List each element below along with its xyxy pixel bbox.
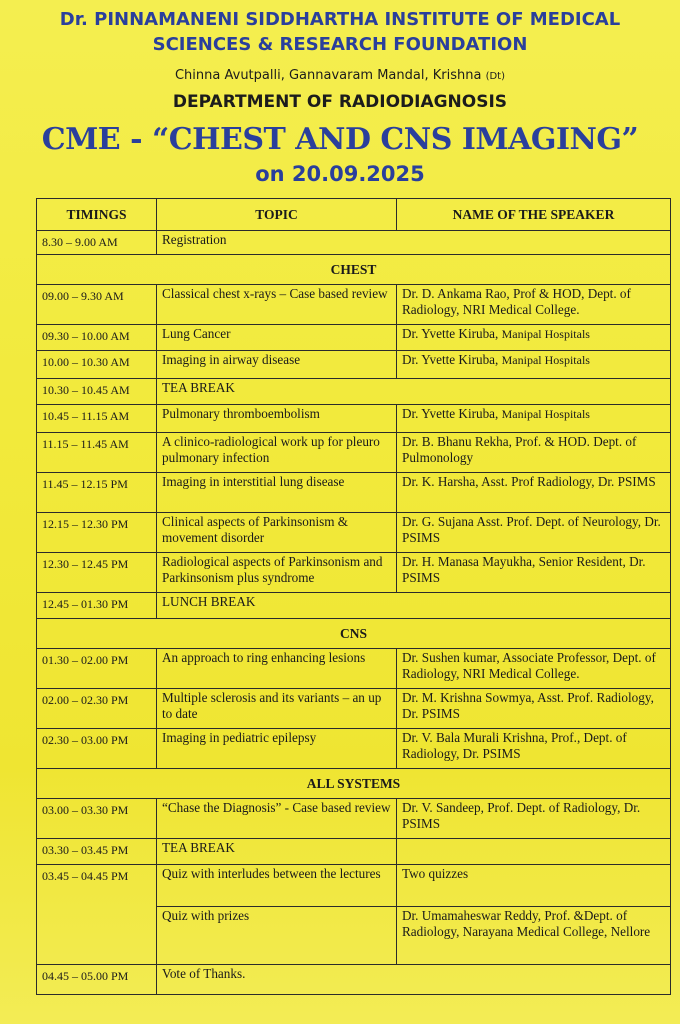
table-row: 12.15 – 12.30 PM Clinical aspects of Parkinsonism & movement disorder Dr. G. Sujana Asst. Prof. Dept. of Neurology, Dr. PSIMS [37, 513, 671, 553]
table-row: 10.00 – 10.30 AM Imaging in airway disease Dr. Yvette Kiruba, Manipal Hospitals [37, 351, 671, 379]
header-timings: TIMINGS [37, 199, 157, 231]
institute-name-line1: Dr. PINNAMANENI SIDDHARTHA INSTITUTE OF MEDICAL [59, 9, 621, 30]
table-row: 02.30 – 03.00 PM Imaging in pediatric epilepsy Dr. V. Bala Murali Krishna, Prof., Dept. of Radiology, Dr. PSIMS [37, 729, 671, 769]
institute-name-line2: SCIENCES & RESEARCH FOUNDATION [152, 34, 528, 55]
event-date: on 20.09.2025 [255, 162, 425, 186]
table-row: 09.00 – 9.30 AM Classical chest x-rays – Case based review Dr. D. Ankama Rao, Prof & HOD, Dept. of Radiology, NRI Medical College. [37, 285, 671, 325]
section-row-chest: CHEST [37, 255, 671, 285]
header-topic: TOPIC [157, 199, 397, 231]
table-row: 8.30 – 9.00 AM Registration [37, 231, 671, 255]
table-row: 12.30 – 12.45 PM Radiological aspects of Parkinsonism and Parkinsonism plus syndrome Dr. H. Manasa Mayukha, Senior Resident, Dr. PSIMS [37, 553, 671, 593]
event-title: CME - “CHEST AND CNS IMAGING” [41, 122, 639, 157]
table-header-row [37, 199, 671, 231]
table-row: 03.45 – 04.45 PM Quiz with interludes between the lectures Two quizzes [37, 865, 671, 907]
table-row: 11.45 – 12.15 PM Imaging in interstitial lung disease Dr. K. Harsha, Asst. Prof Radiology, Dr. PSIMS [37, 473, 671, 513]
table-row: 01.30 – 02.00 PM An approach to ring enhancing lesions Dr. Sushen kumar, Associate Professor, Dept. of Radiology, NRI Medical College. [37, 649, 671, 689]
table-row: 12.45 – 01.30 PM LUNCH BREAK [37, 593, 671, 619]
table-row: 11.15 – 11.45 AM A clinico-radiological work up for pleuro pulmonary infection Dr. B. Bhanu Rekha, Prof. & HOD. Dept. of Pulmonology [37, 433, 671, 473]
table-row: 10.30 – 10.45 AM TEA BREAK [37, 379, 671, 405]
section-row-cns: CNS [37, 619, 671, 649]
table-row: 09.30 – 10.00 AM Lung Cancer Dr. Yvette Kiruba, Manipal Hospitals [37, 325, 671, 351]
header-speaker: NAME OF THE SPEAKER [397, 199, 671, 231]
table-row: 10.45 – 11.15 AM Pulmonary thromboembolism Dr. Yvette Kiruba, Manipal Hospitals [37, 405, 671, 433]
table-row: 03.30 – 03.45 PM TEA BREAK [37, 839, 671, 865]
table-row: Quiz with prizes Dr. Umamaheswar Reddy, Prof. &Dept. of Radiology, Narayana Medical College, Nellore [37, 907, 671, 965]
institute-address: Chinna Avutpalli, Gannavaram Mandal, Krishna (Dt) [174, 68, 506, 83]
section-row-all-systems: ALL SYSTEMS [37, 769, 671, 799]
schedule-table [36, 198, 671, 995]
table-row: 04.45 – 05.00 PM Vote of Thanks. [37, 965, 671, 995]
table-row: 02.00 – 02.30 PM Multiple sclerosis and its variants – an up to date Dr. M. Krishna Sowmya, Asst. Prof. Radiology, Dr. PSIMS [37, 689, 671, 729]
table-row: 03.00 – 03.30 PM “Chase the Diagnosis” - Case based review Dr. V. Sandeep, Prof. Dept. of Radiology, Dr. PSIMS [37, 799, 671, 839]
department-name: DEPARTMENT OF RADIODIAGNOSIS [172, 92, 508, 112]
